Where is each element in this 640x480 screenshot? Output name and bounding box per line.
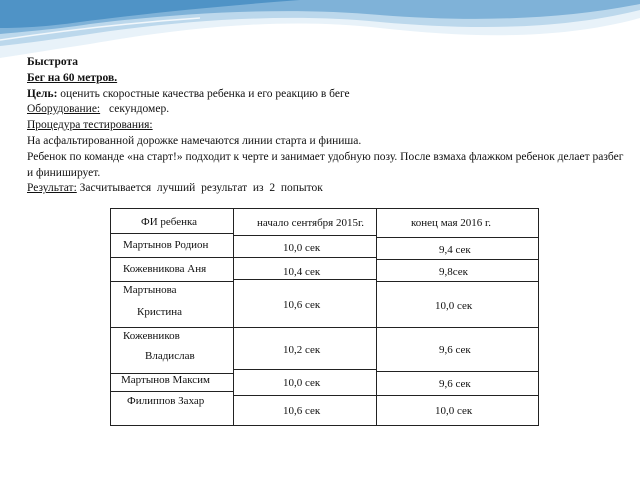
procedure-line-2: Ребенок по команде «на старт!» подходит к черте и занимает удобную позу. После взмаха флажком ребенок делает разбег и финиширует. — [27, 150, 624, 179]
col3-sep-2 — [376, 259, 538, 260]
col2-sep-6 — [233, 395, 376, 396]
row-5-start: 10,0 сек — [283, 377, 321, 389]
row-6-name: Филиппов Захар — [127, 395, 205, 407]
row-3-end: 10,0 сек — [435, 300, 473, 312]
result-line — [27, 181, 627, 197]
col1-sep-2 — [111, 257, 233, 258]
row-1-name: Мартынов Родион — [123, 239, 209, 251]
results-table — [110, 208, 539, 426]
row-4-name-line-2: Владислав — [145, 350, 195, 362]
row-2-name: Кожевникова Аня — [123, 263, 207, 275]
row-2-start: 10,4 сек — [283, 266, 321, 278]
col1-sep-1 — [111, 233, 233, 234]
row-4-name-line-1: Кожевников — [123, 330, 180, 342]
procedure-line-1: На асфальтированной дорожке намечаются линии старта и финиша. — [27, 134, 362, 147]
col2-sep-5 — [233, 369, 376, 370]
row-1-start: 10,0 сек — [283, 242, 321, 254]
row-3-start: 10,6 сек — [283, 299, 321, 311]
header-name: ФИ ребенка — [141, 216, 198, 228]
row-2-end: 9,8сек — [439, 266, 468, 278]
procedure-label: Процедура тестирования: — [27, 119, 153, 132]
row-6-end: 10,0 сек — [435, 405, 473, 417]
goal-text: оценить скоростные качества ребенка и его реакцию в беге — [60, 87, 350, 100]
header-end: конец мая 2016 г. — [411, 217, 492, 229]
row-4-end: 9,6 сек — [439, 344, 471, 356]
equipment-label: Оборудование: — [27, 103, 101, 116]
row-4-start: 10,2 сек — [283, 344, 321, 356]
table-divider-col1 — [233, 209, 234, 425]
goal-label: Цель: — [27, 87, 58, 100]
col1-sep-6 — [111, 391, 233, 392]
goal-line — [27, 87, 627, 103]
equipment-text: секундомер. — [109, 103, 170, 116]
col2-sep-3 — [233, 279, 376, 280]
col3-sep-5 — [376, 371, 538, 372]
col1-sep-3 — [111, 281, 233, 282]
row-6-start: 10,6 сек — [283, 405, 321, 417]
header-start: начало сентября 2015г. — [257, 217, 365, 229]
col2-sep-2 — [233, 257, 376, 258]
col2-sep-1 — [233, 235, 376, 236]
test-name: Бег на 60 метров. — [27, 71, 118, 84]
row-3-name-line-1: Мартынова — [123, 284, 177, 296]
row-3-name-line-2: Кристина — [137, 306, 183, 318]
equipment-line — [27, 102, 627, 118]
row-5-name: Мартынов Максим — [121, 374, 211, 386]
col3-sep-3 — [376, 281, 538, 282]
col3-sep-4 — [376, 327, 538, 328]
col1-sep-4 — [111, 327, 233, 328]
table-divider-col2 — [376, 209, 377, 425]
col3-sep-1 — [376, 237, 538, 238]
row-5-end: 9,6 сек — [439, 378, 471, 390]
result-label: Результат: — [27, 182, 77, 195]
col2-sep-4 — [233, 327, 376, 328]
result-text: Засчитывается лучший результат из 2 попыток — [79, 182, 323, 195]
section-title: Быстрота — [27, 56, 79, 68]
col3-sep-6 — [376, 395, 538, 396]
row-1-end: 9,4 сек — [439, 244, 471, 256]
description-block — [27, 55, 627, 197]
